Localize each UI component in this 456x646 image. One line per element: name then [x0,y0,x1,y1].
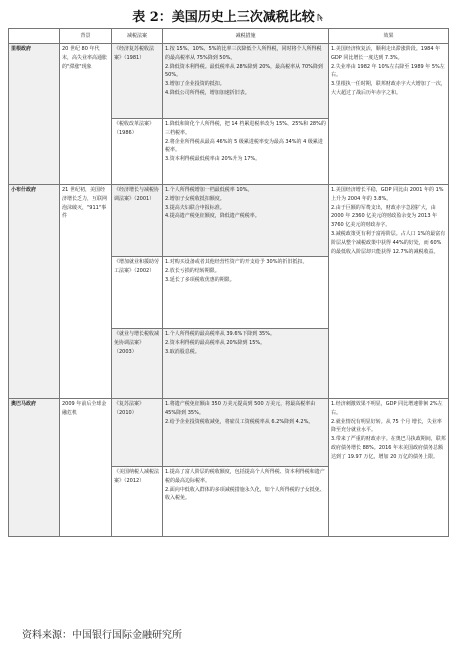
table-title: 表 2：美国历史上三次减税比较 [0,6,456,25]
measure-item: 1.个人所得税的最高税率从 39.6%下降到 35%。 [165,331,275,337]
measure-item: 1.对购买设备或者其他经营性资产的开支给予 30%的折旧抵扣。 [165,259,308,265]
effect-item: 3.里根执一任时期，联邦财政赤字大大增加了一次，大大超过了战后历年赤字之和。 [331,81,446,96]
admin-cell: 小布什政府 [9,185,60,399]
measure-item: 2.面向中低收入群体的多项减税措施永久化，如个人所得税的子女抵免、收入税免。 [165,486,325,502]
tax-comparison-table [8,28,449,537]
measures-cell [163,44,329,119]
measure-item: 3.增加了企业投资的抵扣。 [165,81,225,88]
effect-cell [329,399,449,537]
bill-cell: 《经济增长与减税协调法案》（2001） [112,185,163,257]
table-row [9,185,449,257]
measure-item: 1.按 15%、10%、5%的比率三次降低个人所得税，同时将个人所得税的最高税率从 75%降到 50%。 [165,46,322,61]
bill-cell: 《复苏法案》（2010） [112,399,163,467]
measure-item: 2.放长亏损的结转期限。 [165,267,220,274]
source-note: 资料来源：中国银行国际金融研究所 [22,630,182,641]
bill-cell: 《就业与增长税收减免协调法案》（2003） [112,329,163,399]
header-background: 背景 [60,29,112,44]
measure-item: 2.资本利得税的最高税率从 20%降到 15%。 [165,339,266,346]
measure-item: 1.降低和简化个人所得税，把 14 档累进税率改为 15%、25%和 28%的三档税率。 [165,121,326,136]
bill-cell: 《经济复苏税收法案》（1981） [112,44,163,119]
bill-cell: 《美国纳税人减税法案》（2012） [112,467,163,537]
effect-item: 1.经济刺激效果不明显，GDP 同比增速徘徊 2%左右。 [331,401,443,416]
measures-cell [163,185,329,257]
effect-item: 2.就业情况有明显好转。从 75 个月 增长，失业率降至充分就业水平。 [331,418,442,434]
background-cell: 20 世纪 80 年代末，高失业率高通胀的"滞涨"现象 [60,44,112,185]
table-row [9,44,449,119]
admin-cell: 里根政府 [9,44,60,185]
measures-cell [163,257,329,329]
bill-cell: 《税收改革法案》（1986） [112,119,163,185]
effect-item: 1.美国经济增长平稳，GDP 同比由 2001 年的 1%上升为 2004 年的 3.8%。 [331,187,444,202]
measure-item: 2.给予企业投资税收减免，将雇员工资税税率从 6.2%降到 4.2%。 [165,418,314,425]
measure-item: 4.降低公司所得税，增加加速折旧表。 [165,89,250,96]
measures-cell [163,119,329,185]
effect-item: 3.带来了严重的财政赤字。在奥巴马执政期间，联邦政府债务增长 88%。2016 年末美国政府债务总额达到了 19.97 万亿，增加 20 万亿的债务上限。 [331,436,446,460]
background-cell: 21 世纪初，美国经济增长乏力，互联网泡沫破灭，"911"事件 [60,185,112,399]
effect-item: 2.由于巨额的军费支出，财政赤字急剧扩大，由 2000 年 2360 亿美元的财政盈余变为 2013 年 3760 亿美元的财政赤字。 [331,204,438,229]
header-bill: 减税法案 [112,29,163,44]
measure-item: 3.延长了多项税收优惠的期限。 [165,276,235,283]
measure-item: 3.提高夫妇联合申报标准。 [165,204,225,211]
header-measures: 减税措施 [163,29,329,44]
measure-item: 4.提高遗产税免征额度，降低遗产税税率。 [165,213,260,220]
effect-item: 3.减税政策更有利于富裕阶层。占人口 1%的最富有阶层从整个减税政策中获得 44%的好处，而 60%的最低收入阶层却只能获得 12.7%的减税收益。 [331,230,446,255]
admin-cell: 奥巴马政府 [9,399,60,537]
measures-cell [163,399,329,467]
measures-cell [163,467,329,537]
measure-item: 2.将企业所得税从最高 46%的 5 级累进税率变为最高 34%的 4 级累进税率。 [165,138,323,154]
bill-cell: 《增加就业和援助劳工法案》（2002） [112,257,163,329]
effect-item: 2.失业率由 1982 年 10%左右降至 1989 年 5%左右。 [331,63,445,79]
measure-item: 1.提高了富人阶层的税收额度，包括提高个人所得税、资本利得税和遗产税的最高边际税率。 [165,469,325,484]
measure-item: 2.增加子女税收抵扣额度。 [165,195,225,202]
effect-item: 1.美国经济恢复活，顺利走出滞涨阶段。1984 年 GDP 同比增长一度达到 7.3%。 [331,46,441,61]
background-cell: 2009 年前后全球金融危机 [60,399,112,537]
measure-item: 3.资本利得税最低税率由 20%升为 17%。 [165,156,261,163]
text-cursor-icon [317,13,324,22]
effect-cell [329,185,449,399]
measure-item: 3.取消股息税。 [165,348,200,355]
header-admin [9,29,60,44]
header-row [9,29,449,44]
header-effect: 效果 [329,29,449,44]
measure-item: 2.降低资本利得税。最低税率从 28%降到 20%，最高税率从 70%降到 50%。 [165,63,323,79]
measures-cell [163,329,329,399]
table-row [9,399,449,467]
measure-item: 1.个人所得税增加一档最低税率 10%。 [165,187,253,193]
effect-cell [329,44,449,185]
measure-item: 1.将遗产税免征额由 350 万美元提高到 500 万美元，将最高税率由 45%降到 35%。 [165,401,316,416]
